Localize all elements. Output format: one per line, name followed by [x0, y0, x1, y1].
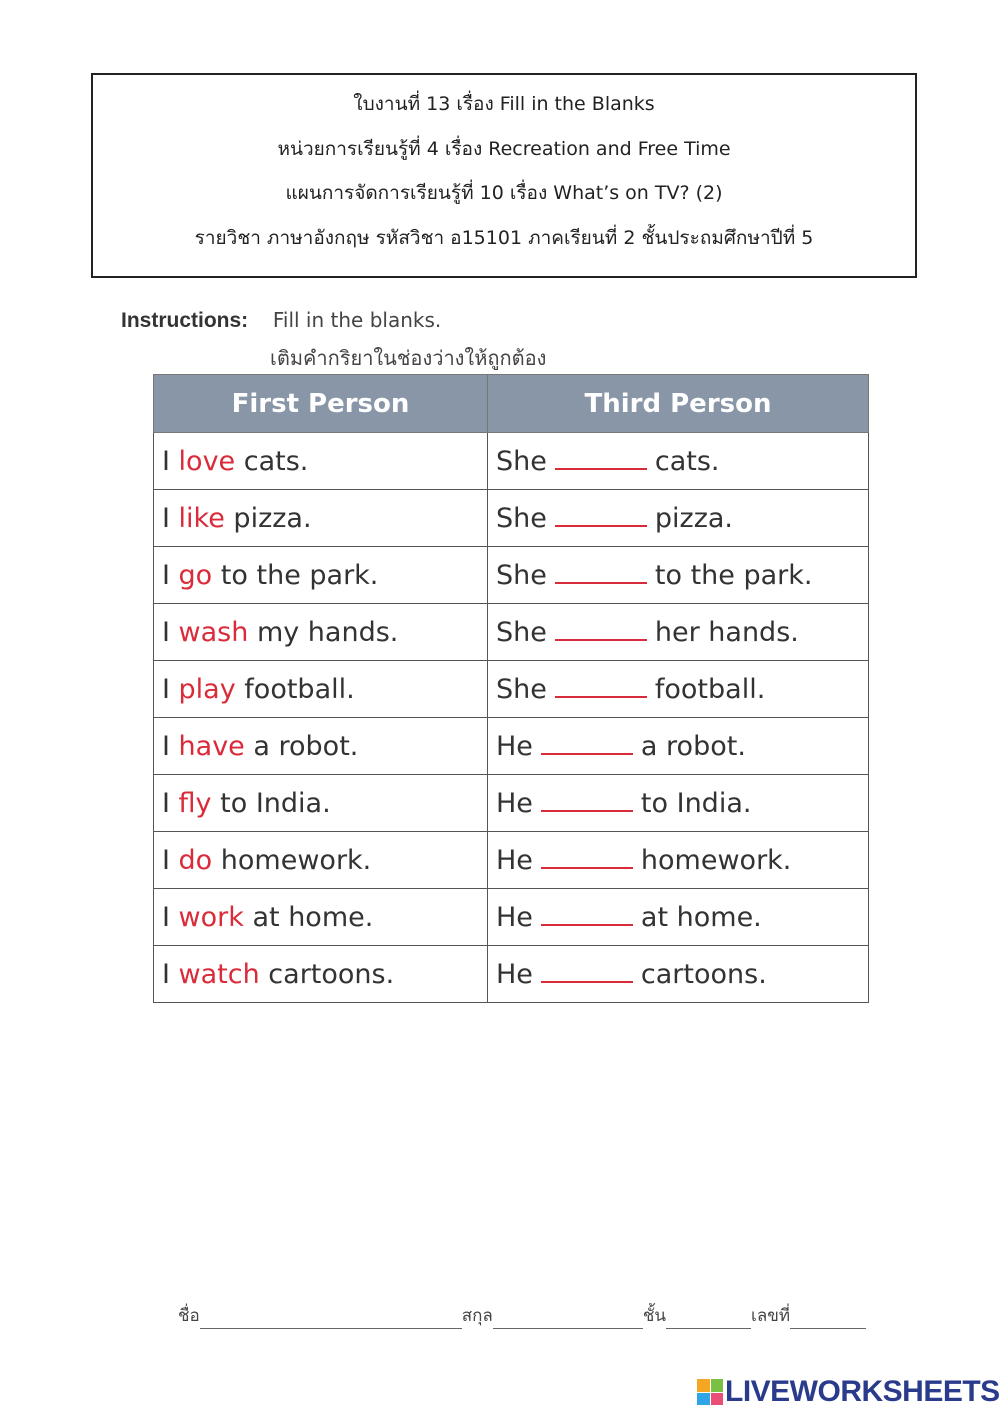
first-person-object: to the park. [212, 559, 379, 591]
base-verb: fly [178, 787, 212, 819]
base-verb: watch [178, 958, 260, 990]
base-verb: love [178, 445, 236, 477]
table-row [154, 661, 869, 718]
third-person-cell [488, 490, 869, 547]
name-field[interactable] [200, 1312, 462, 1329]
instructions-text: Fill in the blanks. [272, 308, 442, 332]
third-person-object: football. [654, 673, 766, 705]
name-label: ชื่อ [178, 1306, 200, 1326]
first-person-pronoun: I [162, 502, 179, 534]
third-person-object: to India. [640, 787, 752, 819]
instructions-thai: เติมคำกริยาในช่องว่างให้ถูกต้อง [270, 346, 547, 370]
table-row [154, 889, 869, 946]
first-person-object: at home. [243, 901, 374, 933]
first-person-object: homework. [212, 844, 372, 876]
first-person-cell [154, 889, 488, 946]
base-verb: do [178, 844, 213, 876]
third-person-cell [488, 775, 869, 832]
first-person-cell [154, 832, 488, 889]
base-verb: wash [178, 616, 249, 648]
first-person-cell [154, 433, 488, 490]
header-first-person: First Person [154, 375, 488, 433]
base-verb: go [178, 559, 213, 591]
table-header-row [154, 375, 869, 433]
first-person-pronoun: I [162, 844, 179, 876]
first-person-pronoun: I [162, 616, 179, 648]
verb-blank-input[interactable] [541, 959, 633, 983]
third-person-cell [488, 832, 869, 889]
first-person-pronoun: I [162, 958, 179, 990]
class-label: ชั้น [642, 1306, 667, 1326]
first-person-object: pizza. [224, 502, 312, 534]
logo-grid-icon [697, 1379, 723, 1405]
third-person-subject: She [496, 559, 547, 591]
table-row [154, 433, 869, 490]
third-person-object: a robot. [640, 730, 746, 762]
surname-label: สกุล [461, 1306, 493, 1326]
first-person-cell [154, 718, 488, 775]
first-person-pronoun: I [162, 559, 179, 591]
first-person-cell [154, 490, 488, 547]
verb-table [153, 374, 869, 1003]
verb-blank-input[interactable] [555, 560, 647, 584]
first-person-object: football. [235, 673, 355, 705]
table-row [154, 490, 869, 547]
third-person-object: cartoons. [640, 958, 767, 990]
table-row [154, 547, 869, 604]
third-person-cell [488, 433, 869, 490]
third-person-object: her hands. [654, 616, 799, 648]
third-person-cell [488, 604, 869, 661]
third-person-subject: He [496, 901, 533, 933]
third-person-subject: He [496, 958, 533, 990]
third-person-subject: She [496, 445, 547, 477]
verb-blank-input[interactable] [541, 731, 633, 755]
third-person-cell [488, 661, 869, 718]
instructions [121, 308, 441, 333]
class-field[interactable] [666, 1312, 751, 1329]
base-verb: have [178, 730, 245, 762]
base-verb: play [178, 673, 236, 705]
table-row [154, 946, 869, 1003]
header-lesson-plan: แผนการจัดการเรียนรู้ที่ 10 เรื่อง What’s on TV? (2) [285, 182, 723, 204]
header-course-info: รายวิชา ภาษาอังกฤษ รหัสวิชา อ15101 ภาคเรียนที่ 2 ชั้นประถมศึกษาปีที่ 5 [194, 227, 814, 249]
third-person-cell [488, 718, 869, 775]
first-person-object: a robot. [244, 730, 359, 762]
first-person-object: cats. [235, 445, 309, 477]
first-person-pronoun: I [162, 787, 179, 819]
third-person-cell [488, 889, 869, 946]
first-person-object: to India. [211, 787, 331, 819]
third-person-cell [488, 946, 869, 1003]
first-person-pronoun: I [162, 901, 179, 933]
header-third-person: Third Person [488, 375, 869, 433]
first-person-cell [154, 775, 488, 832]
third-person-object: to the park. [654, 559, 813, 591]
liveworksheets-logo [697, 1375, 1000, 1409]
verb-blank-input[interactable] [555, 674, 647, 698]
first-person-cell [154, 661, 488, 718]
third-person-subject: She [496, 673, 547, 705]
surname-field[interactable] [493, 1312, 643, 1329]
student-info-line [178, 1302, 866, 1329]
table-row [154, 718, 869, 775]
first-person-object: cartoons. [259, 958, 395, 990]
verb-blank-input[interactable] [541, 845, 633, 869]
table-row [154, 832, 869, 889]
verb-blank-input[interactable] [555, 446, 647, 470]
base-verb: like [178, 502, 225, 534]
header-worksheet-title: ใบงานที่ 13 เรื่อง Fill in the Blanks [353, 93, 655, 115]
first-person-cell [154, 547, 488, 604]
third-person-object: homework. [640, 844, 792, 876]
logo-text: LIVEWORKSHEETS [725, 1375, 1000, 1408]
first-person-object: my hands. [248, 616, 399, 648]
instructions-label: Instructions: [121, 309, 249, 332]
verb-blank-input[interactable] [541, 788, 633, 812]
table-row [154, 604, 869, 661]
third-person-subject: He [496, 730, 533, 762]
third-person-object: at home. [640, 901, 762, 933]
third-person-subject: He [496, 844, 533, 876]
third-person-object: cats. [654, 445, 720, 477]
first-person-pronoun: I [162, 445, 179, 477]
verb-blank-input[interactable] [555, 503, 647, 527]
third-person-subject: He [496, 787, 533, 819]
third-person-subject: She [496, 502, 547, 534]
number-field[interactable] [790, 1312, 866, 1329]
third-person-object: pizza. [654, 502, 733, 534]
verb-blank-input[interactable] [555, 617, 647, 641]
base-verb: work [178, 901, 244, 933]
first-person-cell [154, 946, 488, 1003]
header-unit: หน่วยการเรียนรู้ที่ 4 เรื่อง Recreation and Free Time [277, 138, 731, 160]
table-row [154, 775, 869, 832]
number-label: เลขที่ [751, 1306, 791, 1326]
first-person-pronoun: I [162, 673, 179, 705]
verb-blank-input[interactable] [541, 902, 633, 926]
third-person-subject: She [496, 616, 547, 648]
third-person-cell [488, 547, 869, 604]
first-person-cell [154, 604, 488, 661]
worksheet-header-box [91, 73, 917, 278]
first-person-pronoun: I [162, 730, 179, 762]
